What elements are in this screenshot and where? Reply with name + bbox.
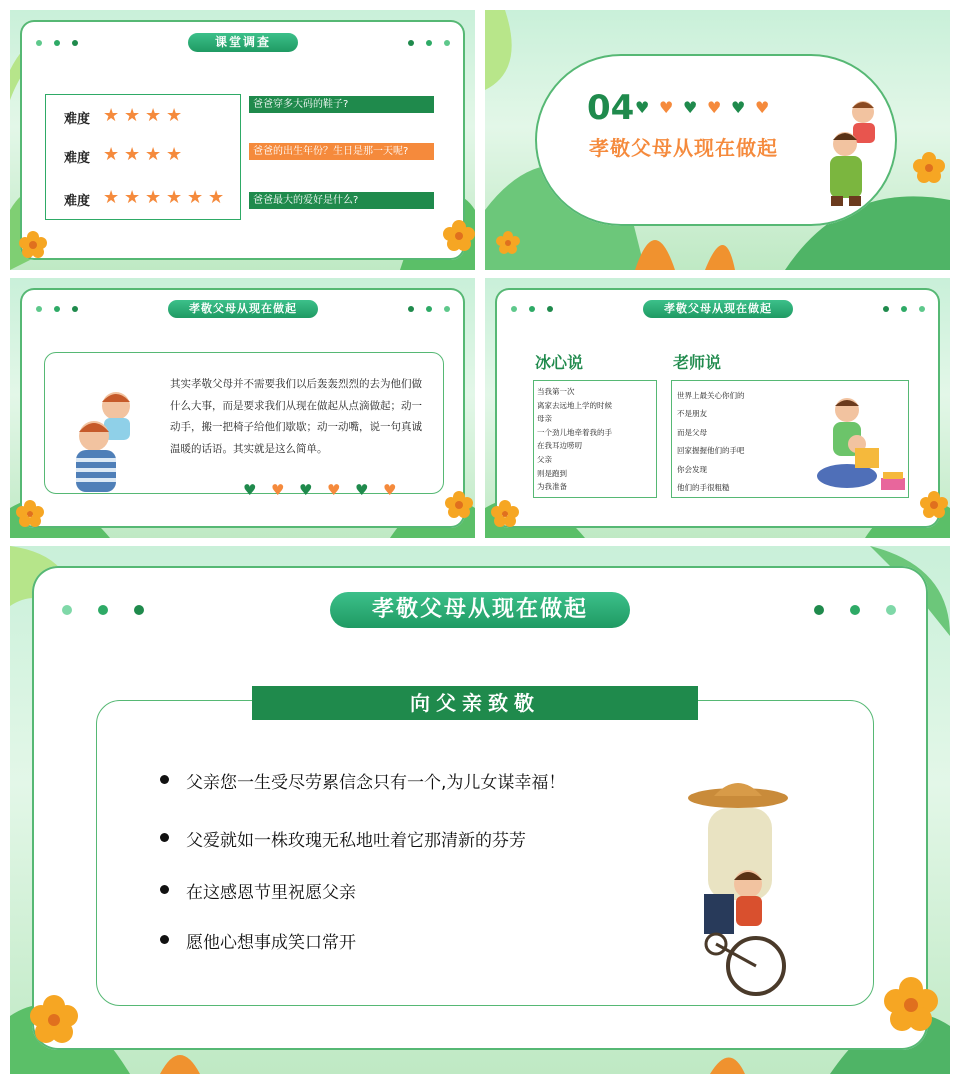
right-heading: 老师说 [673, 353, 722, 372]
heart-icon: ♥ [659, 98, 674, 117]
father-child-illustration [815, 98, 890, 208]
decor-dot [547, 306, 553, 312]
quote-line: 离家去远地上学的时候 [537, 400, 612, 410]
decor-dot [54, 40, 60, 46]
bullet-dot [160, 935, 169, 944]
quote-line: 回家握握他们的手吧 [677, 446, 745, 456]
decor-dot [511, 306, 517, 312]
star-icon: ★ [145, 187, 162, 208]
bullet-text: 父爱就如一株玫瑰无私地吐着它那清新的芬芳 [186, 831, 526, 851]
decor-dot [62, 605, 72, 615]
slide-2[interactable] [485, 10, 950, 270]
decor-dot [98, 605, 108, 615]
quote-line: 父亲 [537, 455, 552, 464]
bullet-text: 愿他心想事成笑口常开 [186, 933, 356, 953]
rating-label: 难度 [64, 151, 91, 166]
flower-icon [495, 230, 521, 256]
decor-dot [901, 306, 907, 312]
flower-icon [16, 500, 44, 528]
slide-4-title: 孝敬父母从现在做起 [643, 300, 793, 318]
flower-icon [491, 500, 519, 528]
father-son-illustration [70, 388, 150, 492]
question-bar: 爸爸最大的爱好是什么? [249, 192, 434, 209]
heart-icon: ♥ [683, 98, 698, 117]
slide-2-title: 孝敬父母从现在做起 [589, 136, 778, 160]
slide-1[interactable] [10, 10, 475, 270]
decor-dot [36, 306, 42, 312]
star-icon: ★ [166, 144, 183, 165]
decor-dot [444, 306, 450, 312]
decor-dot [883, 306, 889, 312]
decor-dot [36, 40, 42, 46]
star-icon: ★ [103, 144, 120, 165]
decor-dot [72, 306, 78, 312]
decor-dot [886, 605, 896, 615]
star-icon: ★ [166, 105, 183, 126]
body-text: 其实孝敬父母并不需要我们以后轰轰烈烈的去为他们做什么大事，而是要求我们从现在做起从点滴做起；动一动手，搬一把椅子给他们歇歇；动一动嘴，说一句真诚温暖的话语。其实就是这么简单。 [170, 378, 422, 455]
bullet-text: 在这感恩节里祝愿父亲 [186, 883, 356, 903]
heart-icon: ♥ [635, 98, 650, 117]
flower-icon [28, 994, 80, 1046]
decor-dot [850, 605, 860, 615]
heart-icon: ♥ [327, 481, 341, 499]
section-number: 04 [587, 88, 635, 128]
flower-icon [919, 490, 949, 520]
father-bicycle-illustration [686, 776, 798, 1000]
star-icon: ★ [103, 187, 120, 208]
star-icon: ★ [145, 105, 162, 126]
decor-dot [408, 40, 414, 46]
flower-icon [443, 220, 475, 252]
quote-line: 你会发现 [677, 464, 707, 474]
question-bar: 爸爸的出生年份？生日是那一天呢? [249, 143, 434, 160]
decor-dot [444, 40, 450, 46]
bullet-dot [160, 775, 169, 784]
heart-icon: ♥ [731, 98, 746, 117]
heart-icon: ♥ [707, 98, 722, 117]
decor-dot [426, 40, 432, 46]
quote-line: 当我第一次 [537, 387, 575, 396]
slide-4[interactable] [485, 278, 950, 538]
flower-icon [444, 490, 474, 520]
heart-icon: ♥ [355, 481, 369, 499]
heart-icon: ♥ [243, 481, 257, 499]
quote-line: 一个劲儿地牵着我的手 [537, 427, 612, 437]
star-icon: ★ [145, 144, 162, 165]
quote-line: 则是跑到 [537, 468, 567, 478]
slide-5-title: 孝敬父母从现在做起 [330, 592, 630, 628]
quote-line: 母亲 [537, 414, 552, 424]
quote-line: 不是朋友 [677, 409, 707, 419]
star-icon: ★ [124, 144, 141, 165]
star-icon: ★ [103, 105, 120, 126]
star-icon: ★ [166, 187, 183, 208]
banner: 向父亲致敬 [252, 686, 698, 720]
heart-icon: ♥ [271, 481, 285, 499]
decor-dot [529, 306, 535, 312]
slide-3[interactable] [10, 278, 475, 538]
decor-dot [72, 40, 78, 46]
quote-line: 为我准备 [537, 482, 567, 492]
star-icon: ★ [187, 187, 204, 208]
quote-line: 他们的手很粗糙 [677, 483, 730, 492]
rating-label: 难度 [64, 194, 91, 209]
slide-1-title: 课堂调查 [188, 33, 298, 52]
flower-icon [913, 152, 945, 184]
decor-dot [814, 605, 824, 615]
rating-label: 难度 [64, 112, 91, 127]
bullet-dot [160, 885, 169, 894]
slide-5[interactable] [10, 546, 950, 1074]
question-bar: 爸爸穿多大码的鞋子? [249, 96, 434, 113]
star-icon: ★ [124, 105, 141, 126]
decor-dot [408, 306, 414, 312]
heart-icon: ♥ [299, 481, 313, 499]
slide-3-title: 孝敬父母从现在做起 [168, 300, 318, 318]
quote-line: 世界上最关心你们的 [677, 391, 745, 400]
flower-icon [882, 976, 940, 1034]
decor-dot [426, 306, 432, 312]
quote-line: 在我耳边唠叨 [537, 441, 582, 451]
bullet-text: 父亲您一生受尽劳累信念只有一个,为儿女谋幸福！ [186, 773, 566, 793]
decor-dot [919, 306, 925, 312]
bullet-dot [160, 833, 169, 842]
flower-icon [18, 230, 48, 260]
heart-icon: ♥ [383, 481, 397, 499]
star-icon: ★ [124, 187, 141, 208]
left-heading: 冰心说 [535, 353, 584, 372]
quote-line: 而是父母 [677, 427, 707, 437]
parent-reading-illustration [815, 396, 911, 494]
star-icon: ★ [208, 187, 225, 208]
heart-icon: ♥ [755, 98, 770, 117]
decor-dot [54, 306, 60, 312]
decor-dot [134, 605, 144, 615]
